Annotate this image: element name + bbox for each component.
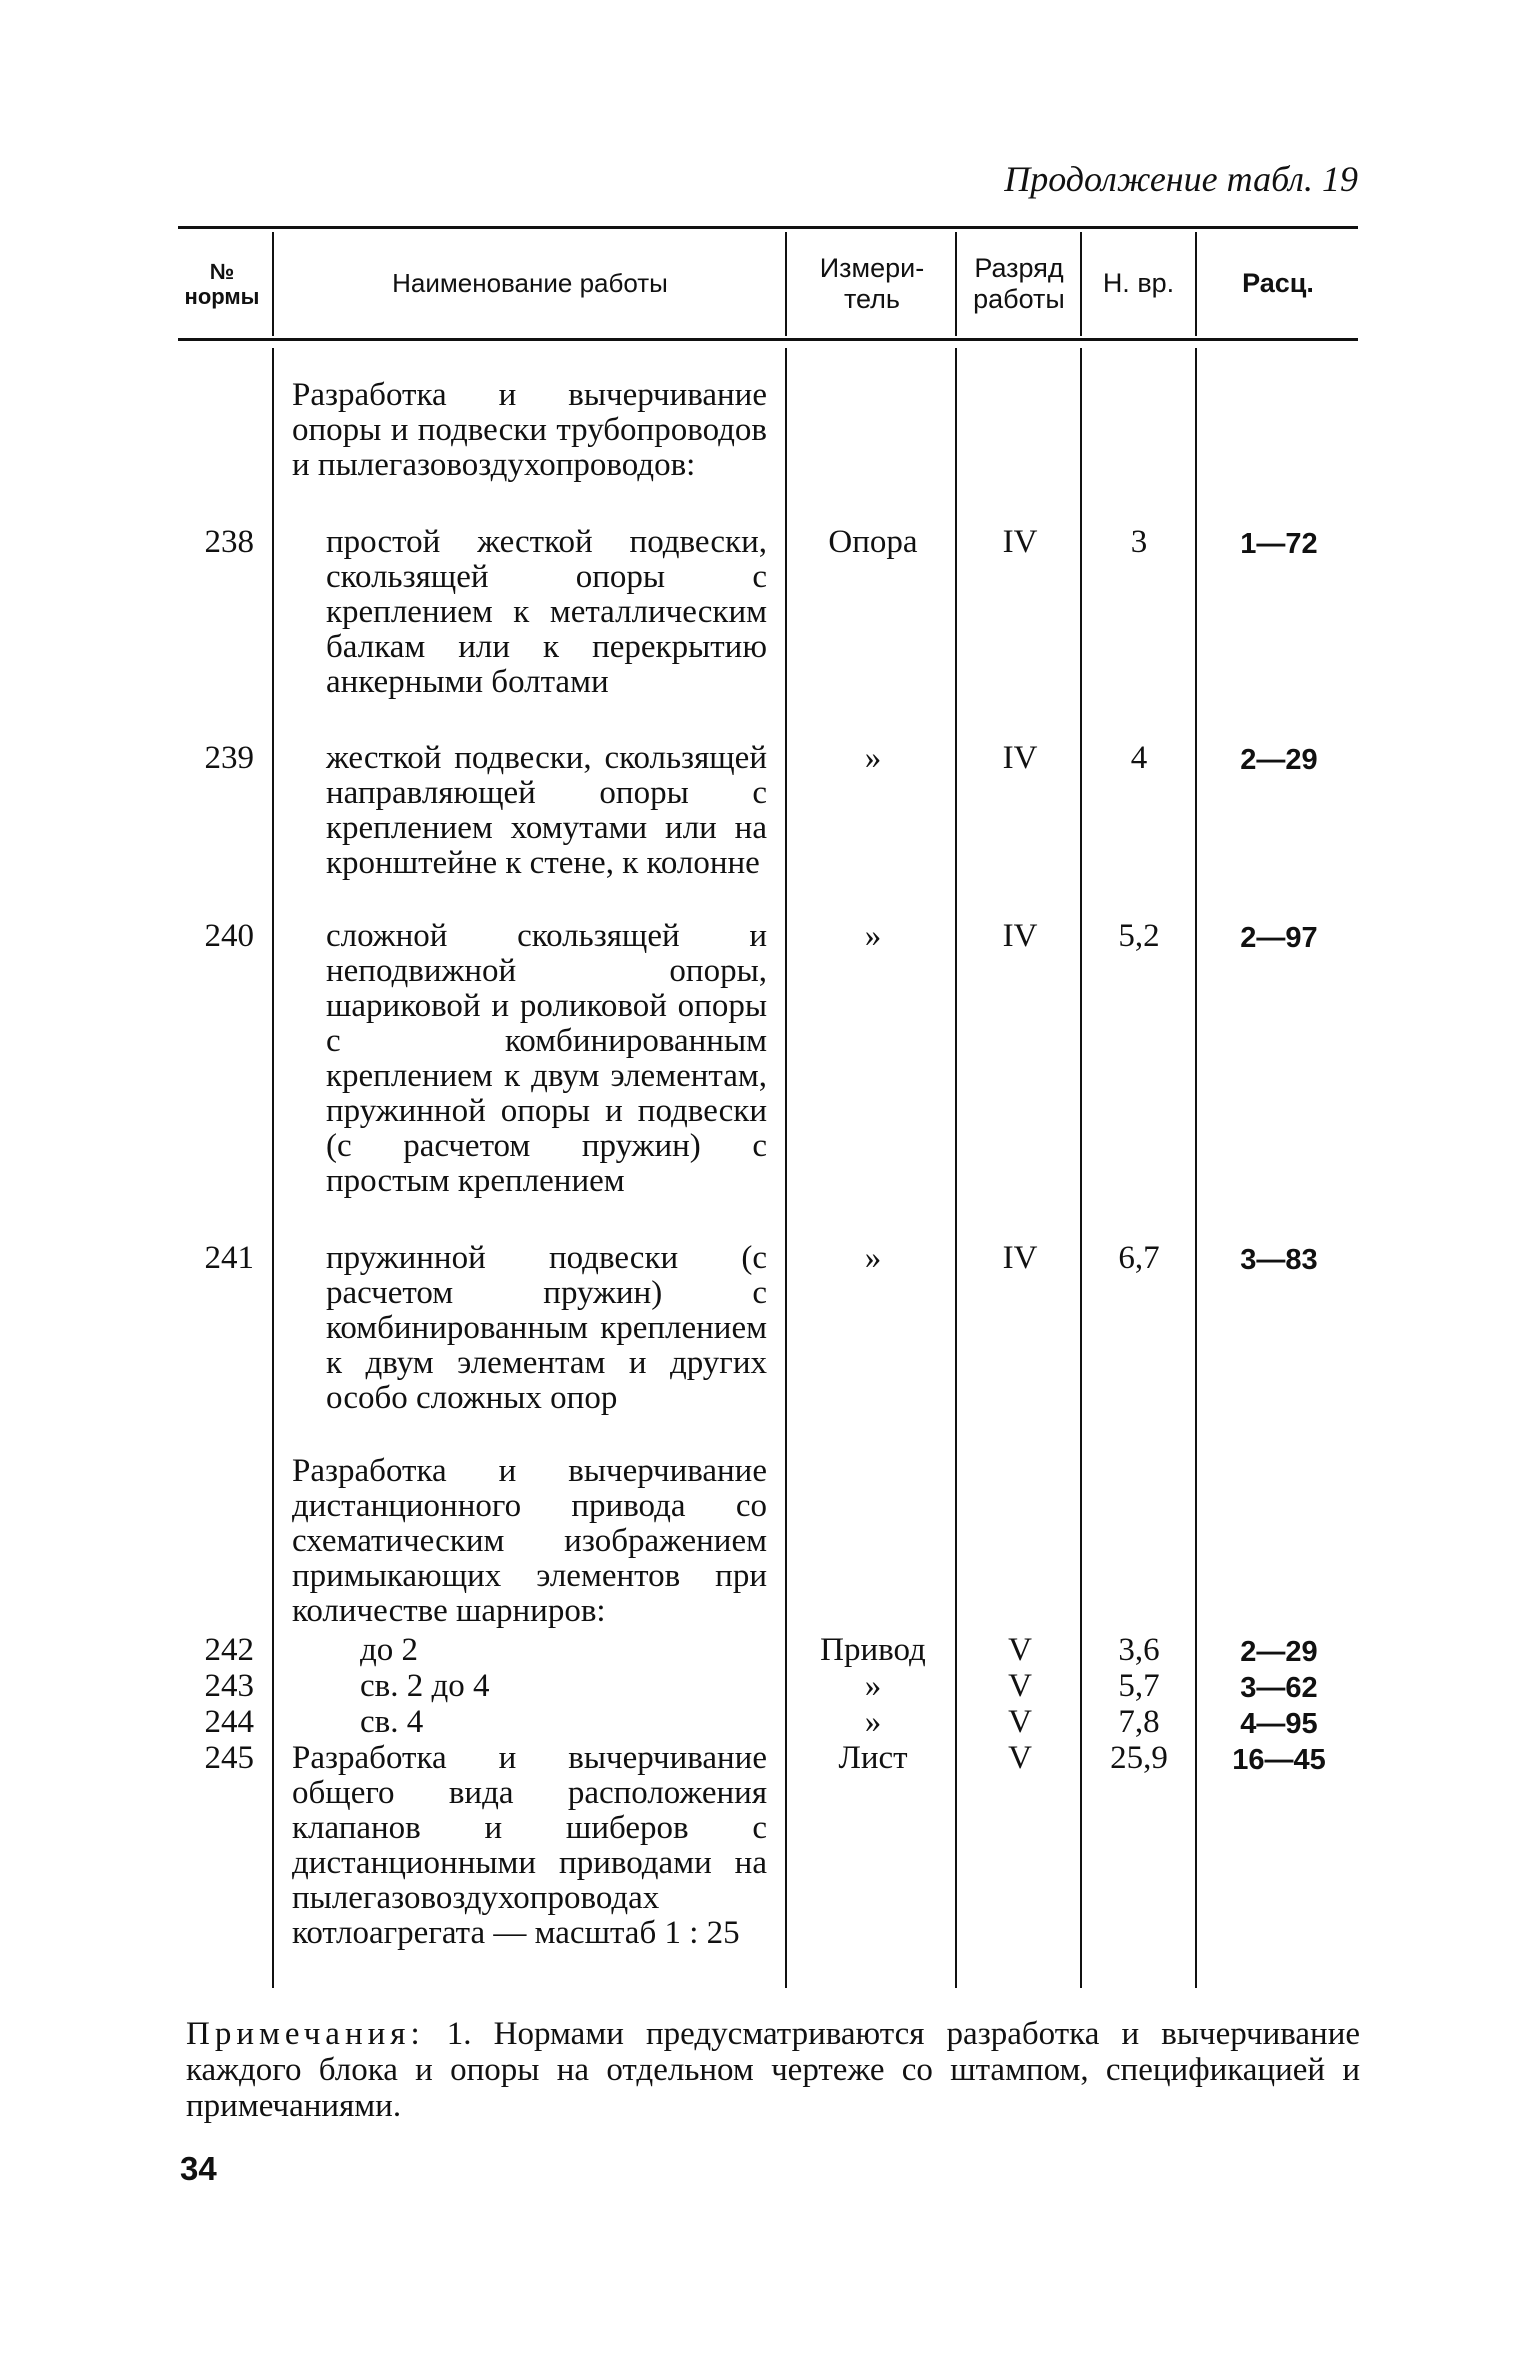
table-notes — [186, 2016, 1360, 2124]
table-top-rule — [178, 226, 1358, 229]
column-divider — [955, 232, 957, 336]
norm-number: 244 — [204, 1704, 254, 1740]
unit-cell: » — [864, 1668, 882, 1704]
header-hours: Н. вр. — [1102, 268, 1175, 299]
rate-cell: 2—29 — [1240, 1636, 1318, 1668]
hours-cell: 25,9 — [1110, 1740, 1168, 1776]
hours-cell: 3 — [1130, 524, 1148, 560]
rate-cell: 2—29 — [1240, 744, 1318, 776]
norm-number: 241 — [204, 1240, 254, 1276]
norm-number: 238 — [204, 524, 254, 560]
column-divider — [1080, 232, 1082, 336]
work-description: св. 2 до 4 — [360, 1668, 490, 1704]
table-header-rule — [178, 338, 1358, 341]
unit-cell: Лист — [838, 1740, 908, 1776]
work-description: простой жесткой подвески, скользящей опоры с креплением к металлическим балкам или к перекрытию анкерными болтами — [326, 524, 767, 700]
header-rate: Расц. — [1242, 268, 1314, 299]
work-description: сложной скользящей и неподвижной опоры, шариковой и роликовой опоры с комбинированным креплением к двум элементам, пружинной опоры и подвески (с расчетом пружин) с простым креплением — [326, 918, 767, 1199]
rate-cell: 3—83 — [1240, 1244, 1318, 1276]
hours-cell: 6,7 — [1118, 1240, 1160, 1276]
grade-cell: V — [1008, 1704, 1032, 1740]
work-description: Разработка и вычерчивание общего вида расположения клапанов и шиберов с дистанционными приводами на пылегазовоздухопроводах котлоагрегата — масштаб 1 : 25 — [292, 1740, 767, 1951]
header-grade: Разряд работы — [973, 252, 1065, 314]
grade-cell: IV — [1002, 740, 1038, 776]
rate-cell: 2—97 — [1240, 922, 1318, 954]
work-description: св. 4 — [360, 1704, 424, 1740]
page-number: 34 — [180, 2150, 217, 2187]
norm-number: 240 — [204, 918, 254, 954]
work-description: пружинной подвески (с расчетом пружин) с комбинированным креплением к двум элементам и других особо сложных опор — [326, 1240, 767, 1416]
norm-number: 243 — [204, 1668, 254, 1704]
norm-number: 245 — [204, 1740, 254, 1776]
hours-cell: 5,2 — [1118, 918, 1160, 954]
rate-cell: 16—45 — [1232, 1744, 1326, 1776]
column-divider — [1080, 348, 1082, 1988]
work-description: до 2 — [360, 1632, 419, 1668]
rate-cell: 1—72 — [1240, 528, 1318, 560]
rate-cell: 3—62 — [1240, 1672, 1318, 1704]
grade-cell: V — [1008, 1740, 1032, 1776]
hours-cell: 4 — [1130, 740, 1148, 776]
table-caption: Продолжение табл. 19 — [1004, 159, 1358, 199]
notes-text: 1. Нормами предусматриваются разработка и вычерчивание каждого блока и опоры на отдельном чертеже со штампом, спецификацией и примечаниями. — [186, 2016, 1360, 2124]
grade-cell: V — [1008, 1668, 1032, 1704]
column-divider — [785, 232, 787, 336]
column-divider — [1195, 348, 1197, 1988]
notes-label: Примечания: — [186, 2016, 425, 2052]
unit-cell: » — [864, 740, 882, 776]
group-heading: Разработка и вычерчивание дистанционного привода со схематическим изображением примыкающих элементов при количестве шарниров: — [292, 1453, 767, 1629]
column-divider — [785, 348, 787, 1988]
header-unit: Измери- тель — [819, 252, 925, 314]
unit-cell: Опора — [828, 524, 918, 560]
header-name: Наименование работы — [392, 268, 668, 299]
unit-cell: » — [864, 1240, 882, 1276]
unit-cell: » — [864, 918, 882, 954]
header-norm: № нормы — [184, 258, 260, 309]
unit-cell: » — [864, 1704, 882, 1740]
hours-cell: 5,7 — [1118, 1668, 1160, 1704]
hours-cell: 7,8 — [1118, 1704, 1160, 1740]
unit-cell: Привод — [820, 1632, 926, 1668]
work-description: жесткой подвески, скользящей направляющей опоры с креплением хомутами или на кронштейне к стене, к колонне — [326, 740, 767, 881]
grade-cell: IV — [1002, 918, 1038, 954]
grade-cell: V — [1008, 1632, 1032, 1668]
column-divider — [272, 232, 274, 336]
column-divider — [1195, 232, 1197, 336]
hours-cell: 3,6 — [1118, 1632, 1160, 1668]
norm-number: 242 — [204, 1632, 254, 1668]
grade-cell: IV — [1002, 524, 1038, 560]
grade-cell: IV — [1002, 1240, 1038, 1276]
column-divider — [272, 348, 274, 1988]
norm-number: 239 — [204, 740, 254, 776]
group-heading: Разработка и вычерчивание опоры и подвески трубопроводов и пылегазовоздухопроводов: — [292, 377, 767, 483]
rate-cell: 4—95 — [1240, 1708, 1318, 1740]
